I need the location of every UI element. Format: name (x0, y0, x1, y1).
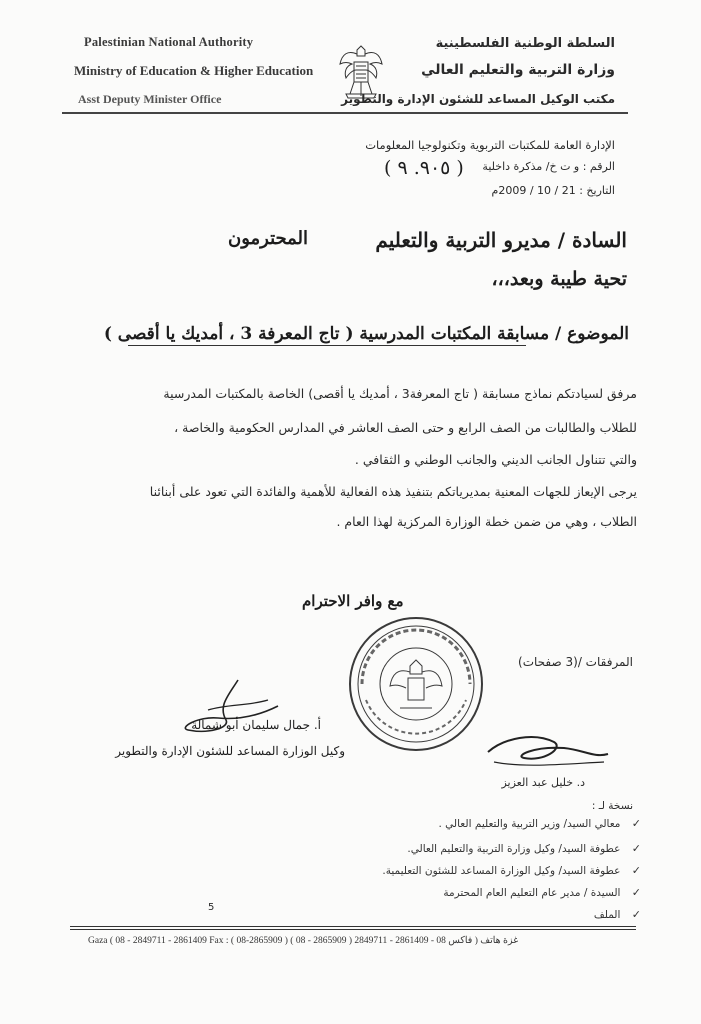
check-mark-icon: ✓ (631, 908, 641, 921)
subject-underline (128, 345, 526, 346)
header-en-line-3: Asst Deputy Minister Office (78, 92, 222, 106)
header-en-line-1: Palestinian National Authority (84, 35, 254, 49)
signature-scribble-left (484, 728, 614, 778)
cc-item-text: عطوفة السيد/ وكيل وزارة التربية والتعليم العالي. (407, 843, 621, 855)
honorific: المحترمون (228, 228, 309, 249)
department-line: الإدارة العامة للمكتبات التربوية وتكنولوجيا المعلومات (365, 138, 615, 152)
footer-divider-top (70, 926, 636, 927)
attachments-line: المرفقات /(3 صفحات) (518, 655, 633, 669)
cc-item-text: السيدة / مدير عام التعليم العام المحترمة (443, 887, 621, 899)
body-line-1: مرفق لسيادتكم نماذج مسابقة ( تاج المعرفة3 ، أمديك يا أقصى) الخاصة بالمكتبات المدرسية (163, 386, 637, 401)
ref-number: ( ٩٠٥. ٩ ) (384, 157, 464, 179)
greeting-line: تحية طيبة وبعد،،، (491, 268, 627, 290)
header-en-line-2: Ministry of Education & Higher Education (74, 63, 314, 78)
subject-line: الموضوع / مسابقة المكتبات المدرسية ( تاج المعرفة 3 ، أمديك يا أقصى ) (103, 324, 629, 344)
cc-item-text: الملف (593, 909, 621, 921)
body-line-3: والتي تتناول الجانب الديني والجانب الوطني و الثقافي . (354, 452, 637, 467)
signatory-left-name: د. خليل عبد العزيز (501, 776, 585, 789)
check-mark-icon: ✓ (631, 842, 641, 855)
eagle-emblem-icon (338, 40, 384, 100)
page-mark: 5 (208, 902, 215, 913)
footer-divider-bottom (70, 929, 636, 930)
date-line: التاريخ : 21 / 10 / 2009م (491, 184, 615, 197)
footer-contact: Gaza ( 08 - 2849711 - 2861409 Fax : ( 08-2865909 ) ( 08 - 2865909 ) فاكس 08 - 2861409 - 2849711 ) غزة هاتف (88, 936, 519, 946)
recipient-line: السادة / مديرو التربية والتعليم (375, 228, 627, 252)
cc-item (443, 886, 641, 899)
cc-heading: نسخة لـ : (591, 800, 633, 812)
body-line-4: يرجى الإيعاز للجهات المعنية بمديرياتكم بتنفيذ هذه الفعالية للأهمية والفائدة التي تعود على أبنائنا (149, 484, 637, 499)
cc-item (594, 908, 641, 921)
cc-item-text: معالي السيد/ وزير التربية والتعليم العالي . (438, 818, 621, 830)
cc-item (382, 864, 641, 877)
header-ar-line-2: وزارة التربية والتعليم العالي (421, 62, 615, 78)
signatory-right-name: أ. جمال سليمان أبو شمالة (191, 718, 321, 732)
check-mark-icon: ✓ (631, 817, 641, 830)
body-line-5: الطلاب ، وهي من ضمن خطة الوزارة المركزية لهذا العام . (336, 514, 637, 529)
check-mark-icon: ✓ (631, 864, 641, 877)
cc-item (438, 817, 641, 830)
header-divider (62, 112, 628, 114)
ref-label: الرقم : و ت خ/ مذكرة داخلية (482, 160, 615, 173)
check-mark-icon: ✓ (631, 886, 641, 899)
signature-scribble-right (168, 676, 288, 746)
closing-line: مع وافر الاحترام (302, 592, 404, 610)
official-stamp (346, 614, 486, 754)
body-line-2: للطلاب والطالبات من الصف الرابع و حتى الصف العاشر في المدارس الحكومية والخاصة ، (174, 420, 637, 435)
signatory-right-title: وكيل الوزارة المساعد للشئون الإدارة والتطوير (115, 744, 345, 758)
header-ar-line-3: مكتب الوكيل المساعد للشئون الإدارة والتطوير (341, 92, 615, 106)
cc-item (407, 842, 641, 855)
cc-item-text: عطوفة السيد/ وكيل الوزارة المساعد للشئون التعليمية. (382, 865, 621, 877)
header-ar-line-1: السلطة الوطنية الفلسطينية (435, 36, 615, 51)
